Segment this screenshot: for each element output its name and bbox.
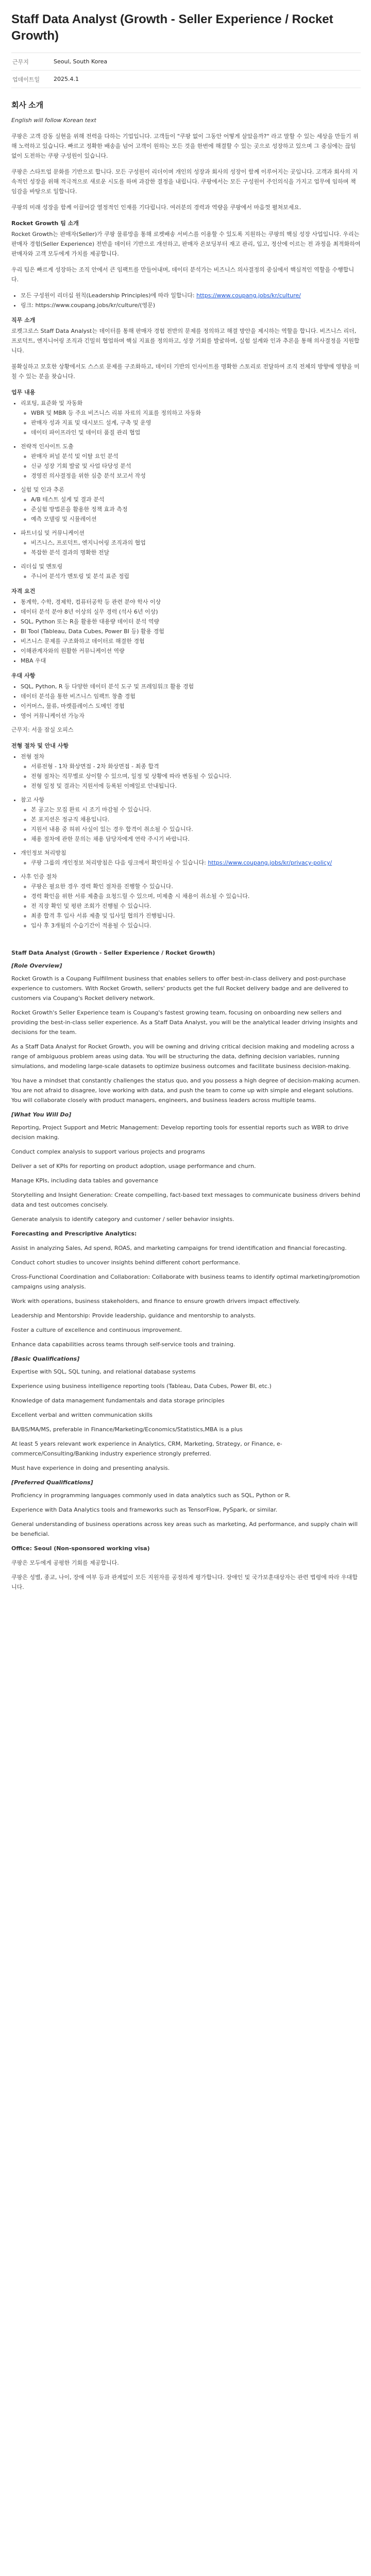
- list-item: ◦ 지원서 내용 중 허위 사실이 있는 경우 합격이 취소될 수 있습니다.: [31, 824, 361, 834]
- paragraph: 쿠팡은 모두에게 공평한 기회를 제공합니다.: [11, 1560, 119, 1566]
- list-item: • 리더십 및 멘토링 ◦ 주니어 분석가 멘토링 및 분석 표준 정립: [21, 562, 361, 581]
- list-item: ◦ 본 포지션은 정규직 채용입니다.: [31, 815, 361, 824]
- paragraph: Reporting, Project Support and Metric Management: Develop reporting tools for essential reports such as WBR to drive decision making.: [11, 1124, 349, 1141]
- paragraph: At least 5 years relevant work experience in Analytics, CRM, Marketing, Strategy, or Finance, e-commerce/Consulting/Banking industry experience strongly preferred.: [11, 1440, 282, 1457]
- paragraph: Rocket Growth's Seller Experience team is Coupang's fastest growing team, focusing on onboarding new sellers and providing the best-in-class seller experience. As a Staff Data Analyst, you will be the analytical leader driving insights and decisions for the team.: [11, 1009, 358, 1036]
- paragraph: Work with operations, business stakeholders, and finance to ensure growth drivers impact effectively.: [11, 1298, 300, 1304]
- list-item: • 실험 및 인과 추론 ◦ A/B 테스트 설계 및 결과 분석 ◦ 준실험 방법론을 활용한 정책 효과 측정 ◦ 예측 모델링 및 시뮬레이션: [21, 485, 361, 524]
- privacy-policy-link[interactable]: https://www.coupang.jobs/kr/privacy-policy/: [208, 859, 332, 866]
- paragraph: Forecasting and Prescriptive Analytics:: [11, 1230, 137, 1237]
- paragraph: 쿠팡은 고객 감동 실현을 위해 전력을 다하는 기업입니다. 고객들이 "쿠팡 없이 그동안 어떻게 살았을까?" 라고 말할 수 있는 세상을 만들기 위해 노력하고 있습니다. 빠르고 정확한 배송을 넘어 고객이 원하는 모든 것을 한번에 해결할 수 있는 곳으로 성장하고 있으며 그 중심에는 끊임없이 도전하는 쿠팡 구성원이 있습니다.: [11, 133, 359, 159]
- list-item: ◦ 신규 성장 기회 발굴 및 사업 타당성 분석: [31, 461, 361, 471]
- list-item: • BI Tool (Tableau, Data Cubes, Power BI 등) 활용 경험: [21, 626, 361, 636]
- subsection-title: 직무 소개: [11, 317, 36, 324]
- list-item: • SQL, Python, R 등 다양한 데이터 분석 도구 및 프레임워크 활용 경험: [21, 682, 361, 691]
- paragraph: Storytelling and Insight Generation: Create compelling, fact-based text messages to communicate business drivers behind data and test outcomes concisely.: [11, 1192, 361, 1208]
- list-item: ◦ 본 공고는 모집 완료 시 조기 마감될 수 있습니다.: [31, 805, 361, 815]
- subsection-title: [What You Will Do]: [11, 1111, 72, 1118]
- english-note: English will follow Korean text: [11, 117, 96, 124]
- subsection-title: [Preferred Qualifications]: [11, 1479, 93, 1486]
- preferred-list: [11, 682, 361, 721]
- requirements-list: [11, 597, 361, 666]
- paragraph: Conduct cohort studies to uncover insights behind different cohort performance.: [11, 1259, 241, 1266]
- page-title: Staff Data Analyst (Growth - Seller Experience / Rocket Growth): [11, 12, 333, 43]
- list-item: • SQL, Python 또는 R을 활용한 대용량 데이터 분석 역량: [21, 617, 361, 626]
- paragraph: Leadership and Mentorship: Provide leadership, guidance and mentorship to analysts.: [11, 1312, 256, 1319]
- paragraph: Rocket Growth는 판매자(Seller)가 쿠팡 물류망을 통해 로켓배송 서비스를 이용할 수 있도록 지원하는 쿠팡의 핵심 성장 사업입니다. 우리는 판매자 경험(Seller Experience) 전반을 데이터 기반으로 개선하고, 판매자 온보딩부터 재고 관리, 입고, 정산에 이르는 전 과정을 최적화하여 판매자와 고객 모두에게 가치를 제공합니다.: [11, 231, 361, 257]
- paragraph: Conduct complex analysis to support various projects and programs: [11, 1148, 205, 1155]
- list-item: • 전략적 인사이트 도출 ◦ 판매자 퍼널 분석 및 이탈 요인 분석 ◦ 신규 성장 기회 발굴 및 사업 타당성 분석 ◦ 경영진 의사결정을 위한 심층 분석 보고서 작성: [21, 442, 361, 481]
- list-item: ◦ 비즈니스, 프로덕트, 엔지니어링 조직과의 협업: [31, 538, 361, 548]
- paragraph: Knowledge of data management fundamentals and data storage principles: [11, 1397, 225, 1404]
- subsection-title: [Basic Qualifications]: [11, 1355, 80, 1362]
- list-item: • 이커머스, 물류, 마켓플레이스 도메인 경험: [21, 701, 361, 711]
- list-item: • MBA 우대: [21, 656, 361, 666]
- paragraph: 우리 팀은 빠르게 성장하는 조직 안에서 큰 임팩트를 만들어내며, 데이터 분석가는 비즈니스 의사결정의 중심에서 핵심적인 역할을 수행합니다.: [11, 266, 355, 283]
- paragraph: Manage KPIs, including data tables and governance: [11, 1177, 158, 1184]
- english-section: [11, 948, 361, 1592]
- paragraph: Foster a culture of excellence and continuous improvement.: [11, 1327, 182, 1333]
- list-item: ◦ 판매자 퍼널 분석 및 이탈 요인 분석: [31, 451, 361, 461]
- subsection-title: 업무 내용: [11, 389, 36, 396]
- list-item: • 사후 인증 절차 ◦ 쿠팡은 필요한 경우 경력 확인 절차를 진행할 수 있습니다. ◦ 경력 확인을 위한 서류 제출을 요청드릴 수 있으며, 미제출 시 채용이 취소될 수 있습니다. ◦ 전 직장 확인 및 평판 조회가 진행될 수 있습니다. ◦ 최종 합격 후 입사 서류 제출 및 입사일 협의가 진행됩니다. ◦ 입사 후 3개월의 수습기간이 적용될 수 있습니다.: [21, 872, 361, 930]
- paragraph: Proficiency in programming languages commonly used in data analytics such as SQL, Python or R.: [11, 1492, 291, 1499]
- english-title: Staff Data Analyst (Growth - Seller Experience / Rocket Growth): [11, 950, 215, 956]
- list-item: • 이해관계자와의 원활한 커뮤니케이션 역량: [21, 646, 361, 656]
- paragraph: Enhance data capabilities across teams through self-service tools and training.: [11, 1341, 235, 1348]
- list-item: ◦ 복잡한 분석 결과의 명확한 전달: [31, 548, 361, 557]
- list-item: ◦ 입사 후 3개월의 수습기간이 적용될 수 있습니다.: [31, 921, 361, 930]
- section-heading: 회사 소개: [11, 101, 44, 110]
- paragraph: You have a mindset that constantly challenges the status quo, and you possess a high degree of decision-making acumen. You are not afraid to disagree, love working with data, and push the team to come up with simple and elegant solutions. You will collaborate closely with product managers, engineers, and business leaders across multiple teams.: [11, 1077, 361, 1104]
- paragraph: Assist in analyzing Sales, Ad spend, ROAS, and marketing campaigns for trend identification and financial forecasting.: [11, 1245, 347, 1251]
- paragraph: General understanding of business operations across key areas such as marketing, Ad performance, and supply chain will be beneficial.: [11, 1521, 358, 1537]
- list-item: • 통계학, 수학, 경제학, 컴퓨터공학 등 관련 분야 학사 이상: [21, 597, 361, 607]
- list-item: ◦ 데이터 파이프라인 및 데이터 품질 관리 협업: [31, 428, 361, 437]
- culture-link[interactable]: https://www.coupang.jobs/kr/culture/: [196, 292, 301, 299]
- paragraph: Cross-Functional Coordination and Collaboration: Collaborate with business teams to identify optimal marketing/promotion campaigns using analysis.: [11, 1274, 360, 1290]
- paragraph: Rocket Growth is a Coupang Fulfillment business that enables sellers to offer best-in-class delivery and post-purchase experience to customers. With Rocket Growth, sellers' products get the full Rocket delivery badge and are delivered to customers via Coupang's Rocket delivery network.: [11, 975, 348, 1002]
- list-item: • 링크: https://www.coupang.jobs/kr/culture/(영문): [21, 300, 361, 310]
- bullet-list: [11, 291, 361, 310]
- responsibilities-list: [11, 398, 361, 581]
- list-item: ◦ 경영진 의사결정을 위한 심층 분석 보고서 작성: [31, 471, 361, 481]
- posting-header: [0, 0, 371, 88]
- list-item: ◦ 경력 확인을 위한 서류 제출을 요청드릴 수 있으며, 미제출 시 채용이 취소될 수 있습니다.: [31, 891, 361, 901]
- meta-key: 근무지: [12, 58, 29, 65]
- paragraph: Deliver a set of KPIs for reporting on product adoption, usage performance and churn.: [11, 1163, 256, 1170]
- list-item: ◦ 주니어 분석가 멘토링 및 분석 표준 정립: [31, 571, 361, 581]
- list-item: • 모든 구성원이 리더십 원칙(Leadership Principles)에 따라 일합니다: https://www.coupang.jobs/kr/culture/: [21, 291, 361, 300]
- paragraph: 쿠팡은 성별, 종교, 나이, 장애 여부 등과 관계없이 모든 지원자를 공정하게 평가합니다. 장애인 및 국가보훈대상자는 관련 법령에 따라 우대합니다.: [11, 1574, 358, 1590]
- list-item: • 전형 절차 ◦ 서류전형 - 1차 화상면접 - 2차 화상면접 - 최종 합격 ◦ 전형 절차는 직무별로 상이할 수 있으며, 일정 및 상황에 따라 변동될 수 있습니다. ◦ 전형 일정 및 결과는 지원서에 등록된 이메일로 안내됩니다.: [21, 752, 361, 791]
- list-item: ◦ A/B 테스트 설계 및 결과 분석: [31, 495, 361, 504]
- posting-body: [0, 88, 371, 1592]
- paragraph: As a Staff Data Analyst for Rocket Growth, you will be owning and driving critical decision making and modeling across a range of ambiguous problem areas using data. You will be structuring the data, defining decision variables, running simulations, and modeling large-scale datasets to optimize business outcomes and facilitate business decision-making.: [11, 1043, 355, 1070]
- subsection-title: Rocket Growth 팀 소개: [11, 220, 79, 227]
- subsection-title: 우대 사항: [11, 672, 36, 679]
- meta-row-location: [11, 53, 361, 71]
- list-item: • 데이터 분석 분야 8년 이상의 실무 경력 (석사 6년 이상): [21, 607, 361, 617]
- list-item: ◦ 판매자 성과 지표 및 대시보드 설계, 구축 및 운영: [31, 418, 361, 428]
- paragraph: 로켓그로스 Staff Data Analyst는 데이터를 통해 판매자 경험 전반의 문제를 정의하고 해결 방안을 제시하는 역할을 합니다. 비즈니스 리더, 프로덕트, 엔지니어링 조직과 긴밀히 협업하며 핵심 지표를 정의하고, 성장 기회를 발굴하며, 실험 설계와 인과 추론을 통해 의사결정을 지원합니다.: [11, 328, 360, 354]
- list-item: ◦ 전형 일정 및 결과는 지원서에 등록된 이메일로 안내됩니다.: [31, 781, 361, 791]
- paragraph: Experience using business intelligence reporting tools (Tableau, Data Cubes, Power BI, etc.): [11, 1383, 272, 1389]
- subsection-title: 자격 요건: [11, 588, 36, 595]
- list-item: • 영어 커뮤니케이션 가능자: [21, 711, 361, 721]
- paragraph: Excellent verbal and written communication skills: [11, 1412, 153, 1418]
- meta-value: 2025.4.1: [54, 76, 79, 82]
- meta-row-updated: [11, 71, 361, 88]
- list-item: ◦ 예측 모델링 및 시뮬레이션: [31, 514, 361, 524]
- office-note: Office: Seoul (Non-sponsored working visa): [11, 1545, 150, 1552]
- list-item: • 파트너십 및 커뮤니케이션 ◦ 비즈니스, 프로덕트, 엔지니어링 조직과의 협업 ◦ 복잡한 분석 결과의 명확한 전달: [21, 528, 361, 557]
- paragraph: Expertise with SQL, SQL tuning, and relational database systems: [11, 1368, 196, 1375]
- subsection-title: 전형 절차 및 안내 사항: [11, 742, 69, 749]
- list-item: ◦ 최종 합격 후 입사 서류 제출 및 입사일 협의가 진행됩니다.: [31, 911, 361, 921]
- meta-table: [11, 53, 361, 88]
- paragraph: 쿠팡은 스타트업 문화를 기반으로 합니다. 모든 구성원이 리더이며 개인의 성장과 회사의 성장이 함께 이루어지는 곳입니다. 고객과 회사의 지속적인 성장을 위해 적극적으로 새로운 시도를 하며 과감한 결정을 내립니다. 쿠팡에서는 모든 구성원이 주인의식을 가지고 업무에 임하며 책임감을 바탕으로 일합니다.: [11, 168, 358, 195]
- list-item: • 리포팅, 표준화 및 자동화 ◦ WBR 및 MBR 등 주요 비즈니스 리뷰 자료의 지표를 정의하고 자동화 ◦ 판매자 성과 지표 및 대시보드 설계, 구축 및 운영 ◦ 데이터 파이프라인 및 데이터 품질 관리 협업: [21, 398, 361, 437]
- subsection-title: [Role Overview]: [11, 962, 62, 969]
- list-item: • 데이터 분석을 통한 비즈니스 임팩트 창출 경험: [21, 691, 361, 701]
- meta-value: Seoul, South Korea: [54, 58, 108, 65]
- list-item: ◦ 전형 절차는 직무별로 상이할 수 있으며, 일정 및 상황에 따라 변동될 수 있습니다.: [31, 771, 361, 781]
- paragraph: Generate analysis to identify category and customer / seller behavior insights.: [11, 1216, 234, 1223]
- list-item: • 개인정보 처리방침 ◦ 쿠팡 그룹의 개인정보 처리방침은 다음 링크에서 확인하실 수 있습니다: https://www.coupang.jobs/kr/privacy-policy/: [21, 848, 361, 868]
- list-item: ◦ 준실험 방법론을 활용한 정책 효과 측정: [31, 504, 361, 514]
- list-item: ◦ 서류전형 - 1차 화상면접 - 2차 화상면접 - 최종 합격: [31, 761, 361, 771]
- meta-key: 업데이트일: [12, 76, 40, 83]
- paragraph: BA/BS/MA/MS, preferable in Finance/Marketing/Economics/Statistics,MBA is a plus: [11, 1426, 243, 1433]
- list-item: • 비즈니스 문제를 구조화하고 데이터로 해결한 경험: [21, 636, 361, 646]
- list-item: ◦ 채용 절차에 관한 문의는 채용 담당자에게 연락 주시기 바랍니다.: [31, 834, 361, 844]
- list-item: ◦ 쿠팡은 필요한 경우 경력 확인 절차를 진행할 수 있습니다.: [31, 882, 361, 891]
- list-item: • 참고 사항 ◦ 본 공고는 모집 완료 시 조기 마감될 수 있습니다. ◦ 본 포지션은 정규직 채용입니다. ◦ 지원서 내용 중 허위 사실이 있는 경우 합격이 취소될 수 있습니다. ◦ 채용 절차에 관한 문의는 채용 담당자에게 연락 주시기 바랍니다.: [21, 795, 361, 844]
- process-list: [11, 752, 361, 930]
- list-item: ◦ WBR 및 MBR 등 주요 비즈니스 리뷰 자료의 지표를 정의하고 자동화: [31, 408, 361, 418]
- work-location-note: 근무지: 서울 잠실 오피스: [11, 726, 74, 733]
- paragraph: Must have experience in doing and presenting analysis.: [11, 1465, 170, 1471]
- list-item: ◦ 전 직장 확인 및 평판 조회가 진행될 수 있습니다.: [31, 901, 361, 911]
- paragraph: 쿠팡의 미래 성장을 함께 이끌어갈 열정적인 인재를 기다립니다. 여러분의 경력과 역량을 쿠팡에서 마음껏 펼쳐보세요.: [11, 204, 301, 211]
- paragraph: 불확실하고 모호한 상황에서도 스스로 문제를 구조화하고, 데이터 기반의 인사이트를 명확한 스토리로 전달하여 조직 전체의 방향에 영향을 미칠 수 있는 분을 찾습니다.: [11, 363, 360, 380]
- list-item: ◦ 쿠팡 그룹의 개인정보 처리방침은 다음 링크에서 확인하실 수 있습니다: https://www.coupang.jobs/kr/privacy-policy/: [31, 858, 361, 868]
- paragraph: Experience with Data Analytics tools and frameworks such as TensorFlow, PySpark, or similar.: [11, 1506, 278, 1513]
